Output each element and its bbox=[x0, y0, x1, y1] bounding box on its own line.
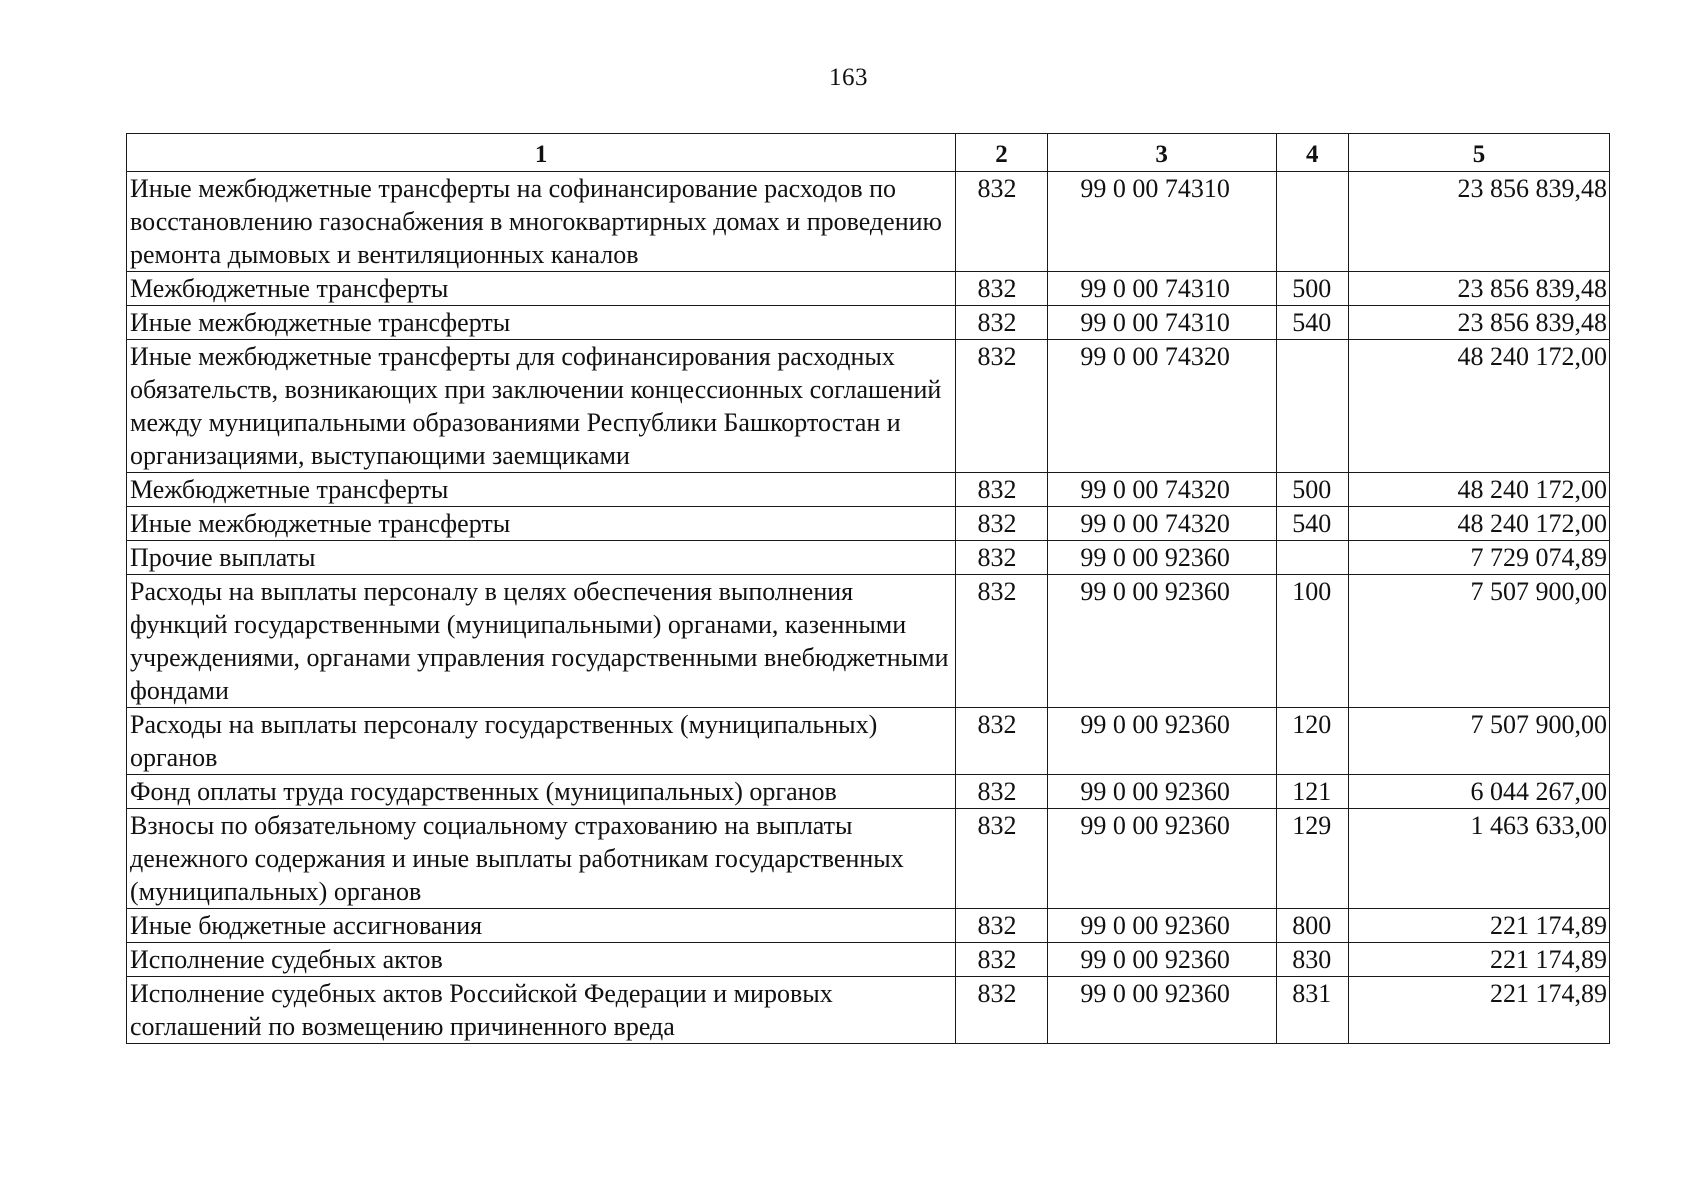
row-col4-cell bbox=[1276, 340, 1348, 473]
row-amount-cell: 48 240 172,00 bbox=[1348, 507, 1609, 541]
row-col3-cell: 99 0 00 74320 bbox=[1047, 340, 1276, 473]
row-col2-cell: 832 bbox=[956, 775, 1047, 809]
row-col4-cell: 540 bbox=[1276, 507, 1348, 541]
row-col3-cell: 99 0 00 74310 bbox=[1047, 272, 1276, 306]
row-col2-cell: 832 bbox=[956, 306, 1047, 340]
row-col2-cell: 832 bbox=[956, 809, 1047, 909]
row-col4-cell: 831 bbox=[1276, 977, 1348, 1044]
header-col-2: 2 bbox=[956, 134, 1047, 172]
row-col3-cell: 99 0 00 92360 bbox=[1047, 575, 1276, 708]
table-row bbox=[127, 809, 1610, 909]
row-col3-cell: 99 0 00 92360 bbox=[1047, 909, 1276, 943]
table-row bbox=[127, 507, 1610, 541]
row-col3-cell: 99 0 00 92360 bbox=[1047, 541, 1276, 575]
header-col-3: 3 bbox=[1047, 134, 1276, 172]
row-col3-cell: 99 0 00 74310 bbox=[1047, 172, 1276, 272]
page-number: 163 bbox=[829, 64, 868, 91]
budget-table bbox=[126, 133, 1610, 1044]
header-row bbox=[127, 134, 1610, 172]
row-col4-cell bbox=[1276, 172, 1348, 272]
row-name-cell: Межбюджетные трансферты bbox=[127, 272, 956, 306]
row-col3-cell: 99 0 00 92360 bbox=[1047, 943, 1276, 977]
row-name-cell: Фонд оплаты труда государственных (муниципальных) органов bbox=[127, 775, 956, 809]
table-row bbox=[127, 340, 1610, 473]
row-col4-cell: 500 bbox=[1276, 272, 1348, 306]
table-row bbox=[127, 306, 1610, 340]
row-col3-cell: 99 0 00 92360 bbox=[1047, 977, 1276, 1044]
row-col3-cell: 99 0 00 92360 bbox=[1047, 775, 1276, 809]
table-row bbox=[127, 575, 1610, 708]
row-amount-cell: 7 729 074,89 bbox=[1348, 541, 1609, 575]
table-row bbox=[127, 708, 1610, 775]
row-col3-cell: 99 0 00 92360 bbox=[1047, 708, 1276, 775]
row-col2-cell: 832 bbox=[956, 909, 1047, 943]
row-amount-cell: 1 463 633,00 bbox=[1348, 809, 1609, 909]
row-name-cell: Расходы на выплаты персоналу в целях обеспечения выполнения функций государственными (муниципальными) органами, казенными учреждениями, органами управления государственными внебюджетными фондами bbox=[127, 575, 956, 708]
header-col-4: 4 bbox=[1276, 134, 1348, 172]
row-amount-cell: 23 856 839,48 bbox=[1348, 306, 1609, 340]
row-name-cell: Иные межбюджетные трансферты для софинансирования расходных обязательств, возникающих при заключении концессионных соглашений между муниципальными образованиями Республики Башкортостан и организациями, выступающими заемщиками bbox=[127, 340, 956, 473]
table-row bbox=[127, 473, 1610, 507]
row-col2-cell: 832 bbox=[956, 172, 1047, 272]
row-col4-cell: 120 bbox=[1276, 708, 1348, 775]
row-amount-cell: 7 507 900,00 bbox=[1348, 575, 1609, 708]
row-col2-cell: 832 bbox=[956, 977, 1047, 1044]
row-col2-cell: 832 bbox=[956, 541, 1047, 575]
row-name-cell: Иные межбюджетные трансферты на софинансирование расходов по восстановлению газоснабжения в многоквартирных домах и проведению ремонта дымовых и вентиляционных каналов bbox=[127, 172, 956, 272]
row-col3-cell: 99 0 00 74310 bbox=[1047, 306, 1276, 340]
row-col2-cell: 832 bbox=[956, 340, 1047, 473]
row-col2-cell: 832 bbox=[956, 272, 1047, 306]
row-col4-cell: 540 bbox=[1276, 306, 1348, 340]
row-amount-cell: 23 856 839,48 bbox=[1348, 272, 1609, 306]
row-name-cell: Исполнение судебных актов bbox=[127, 943, 956, 977]
row-col4-cell: 500 bbox=[1276, 473, 1348, 507]
row-col2-cell: 832 bbox=[956, 473, 1047, 507]
header-col-1: 1 bbox=[127, 134, 956, 172]
header-col-5: 5 bbox=[1348, 134, 1609, 172]
row-col2-cell: 832 bbox=[956, 575, 1047, 708]
row-amount-cell: 6 044 267,00 bbox=[1348, 775, 1609, 809]
row-name-cell: Иные межбюджетные трансферты bbox=[127, 507, 956, 541]
row-name-cell: Прочие выплаты bbox=[127, 541, 956, 575]
row-col2-cell: 832 bbox=[956, 708, 1047, 775]
row-amount-cell: 7 507 900,00 bbox=[1348, 708, 1609, 775]
row-col4-cell: 100 bbox=[1276, 575, 1348, 708]
row-col3-cell: 99 0 00 74320 bbox=[1047, 507, 1276, 541]
table-row bbox=[127, 172, 1610, 272]
row-col4-cell: 121 bbox=[1276, 775, 1348, 809]
table-row bbox=[127, 775, 1610, 809]
row-name-cell: Исполнение судебных актов Российской Федерации и мировых соглашений по возмещению причиненного вреда bbox=[127, 977, 956, 1044]
row-amount-cell: 221 174,89 bbox=[1348, 909, 1609, 943]
row-name-cell: Межбюджетные трансферты bbox=[127, 473, 956, 507]
table-row bbox=[127, 943, 1610, 977]
row-amount-cell: 221 174,89 bbox=[1348, 977, 1609, 1044]
row-name-cell: Взносы по обязательному социальному страхованию на выплаты денежного содержания и иные выплаты работникам государственных (муниципальных) органов bbox=[127, 809, 956, 909]
row-col3-cell: 99 0 00 74320 bbox=[1047, 473, 1276, 507]
row-col4-cell: 830 bbox=[1276, 943, 1348, 977]
row-amount-cell: 221 174,89 bbox=[1348, 943, 1609, 977]
table-row bbox=[127, 272, 1610, 306]
row-col4-cell: 129 bbox=[1276, 809, 1348, 909]
row-name-cell: Иные бюджетные ассигнования bbox=[127, 909, 956, 943]
row-col3-cell: 99 0 00 92360 bbox=[1047, 809, 1276, 909]
table-body bbox=[127, 172, 1610, 1044]
row-name-cell: Иные межбюджетные трансферты bbox=[127, 306, 956, 340]
table-row bbox=[127, 909, 1610, 943]
row-amount-cell: 48 240 172,00 bbox=[1348, 473, 1609, 507]
row-col4-cell: 800 bbox=[1276, 909, 1348, 943]
row-name-cell: Расходы на выплаты персоналу государственных (муниципальных) органов bbox=[127, 708, 956, 775]
row-amount-cell: 23 856 839,48 bbox=[1348, 172, 1609, 272]
row-amount-cell: 48 240 172,00 bbox=[1348, 340, 1609, 473]
row-col4-cell bbox=[1276, 541, 1348, 575]
row-col2-cell: 832 bbox=[956, 507, 1047, 541]
table-row bbox=[127, 977, 1610, 1044]
row-col2-cell: 832 bbox=[956, 943, 1047, 977]
table-row bbox=[127, 541, 1610, 575]
